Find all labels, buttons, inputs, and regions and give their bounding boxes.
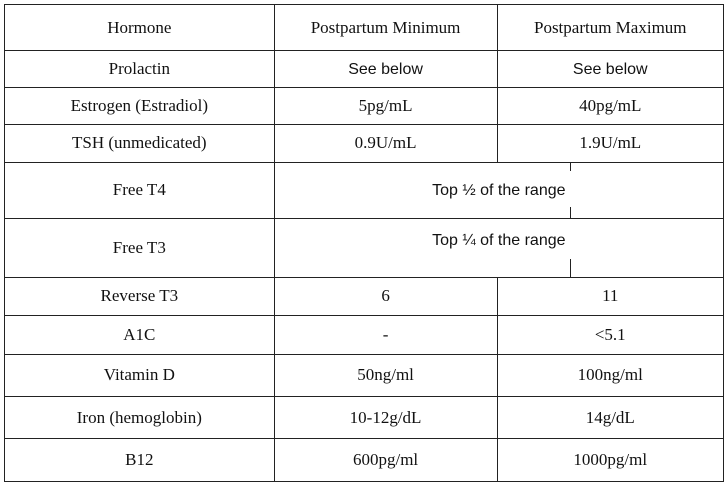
row-max: 14g/dL <box>497 397 724 439</box>
column-divider-stub <box>570 207 571 219</box>
row-name: Free T3 <box>5 219 275 278</box>
table-row <box>5 277 724 315</box>
range-note: Top ¼ of the range <box>432 232 566 250</box>
row-min: 0.9U/mL <box>274 125 497 162</box>
row-max: See below <box>497 51 724 87</box>
header-hormone: Hormone <box>5 5 275 51</box>
row-name: B12 <box>5 439 275 482</box>
table-row <box>5 354 724 396</box>
row-max: 100ng/ml <box>497 354 724 396</box>
table-row <box>5 51 724 87</box>
table-row <box>5 219 724 278</box>
row-name: Estrogen (Estradiol) <box>5 87 275 124</box>
row-min: 10-12g/dL <box>274 397 497 439</box>
header-postpartum-maximum: Postpartum Maximum <box>497 5 724 51</box>
row-max: 11 <box>497 277 724 315</box>
row-name: Prolactin <box>5 51 275 87</box>
row-min: See below <box>274 51 497 87</box>
merged-range-cell <box>274 162 723 219</box>
row-min: - <box>274 316 497 354</box>
hormone-table <box>4 4 724 482</box>
table-row <box>5 439 724 482</box>
header-row <box>5 5 724 51</box>
row-max: 1.9U/mL <box>497 125 724 162</box>
row-max: <5.1 <box>497 316 724 354</box>
row-name: Free T4 <box>5 162 275 219</box>
row-min: 5pg/mL <box>274 87 497 124</box>
row-name: Reverse T3 <box>5 277 275 315</box>
row-name: A1C <box>5 316 275 354</box>
row-min: 50ng/ml <box>274 354 497 396</box>
merged-range-cell <box>274 219 723 278</box>
table-row <box>5 125 724 162</box>
table-row <box>5 316 724 354</box>
row-min: 6 <box>274 277 497 315</box>
row-max: 40pg/mL <box>497 87 724 124</box>
row-name: TSH (unmedicated) <box>5 125 275 162</box>
range-note: Top ½ of the range <box>432 181 566 199</box>
row-min: 600pg/ml <box>274 439 497 482</box>
table-row <box>5 397 724 439</box>
row-name: Vitamin D <box>5 354 275 396</box>
column-divider-stub <box>570 259 571 277</box>
row-name: Iron (hemoglobin) <box>5 397 275 439</box>
table-row <box>5 162 724 219</box>
table-row <box>5 87 724 124</box>
row-max: 1000pg/ml <box>497 439 724 482</box>
header-postpartum-minimum: Postpartum Minimum <box>274 5 497 51</box>
column-divider-stub <box>570 163 571 171</box>
